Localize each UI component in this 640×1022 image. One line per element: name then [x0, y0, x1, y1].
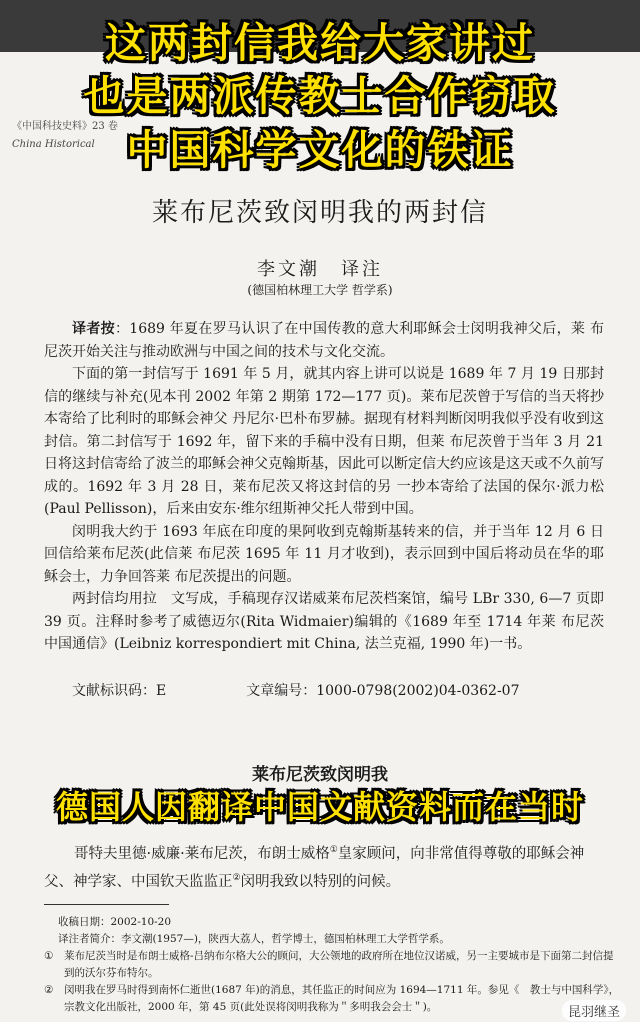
footnote-divider — [44, 904, 169, 905]
footnote-2-text: 闵明我在罗马时得到南怀仁逝世(1687 年)的消息，其任监正的时间应为 1694—1711 年。参见《 教士与中国科学》，宗教文化出版社，2000 年，第 45 页(此处误将闵明我称为＂多明我会会士＂)。 — [64, 984, 620, 1013]
article-number: 文章编号：1000-0798(2002)04-0362-07 — [246, 683, 520, 699]
article-author: 李文潮 译注 — [257, 259, 383, 280]
caption-overlay-line-2: 也是两派传教士合作窃取 — [83, 72, 557, 120]
article-title: 莱布尼茨致闵明我的两封信 — [151, 198, 488, 228]
footnote-ref-2: ② — [232, 872, 241, 883]
letter-title: 莱布尼茨致闵明我 — [252, 765, 388, 785]
letter-paragraph — [44, 838, 604, 894]
note-paragraph-2: 下面的第一封信写于 1691 年 5 月，就其内容上讲可以说是 1689 年 7 月 19 日那封信的继续与补充(见本刊 2002 年第 2 期第 172—177 页)。莱布尼茨曾于写信的当天将抄本寄给了比利时的耶稣会神父 丹尼尔·巴朴布罗赫。据现有材料判断闵明我似乎没有收到这封信。第二封信写于 1692 年，留下来的手稿中没有日期，但莱 布尼茨曾于当年 3 月 21 日将这封信寄给了波兰的耶稣会神父克翰斯基，因此可以断定信大约应该是这天或不久前写成的。1692 年 3 月 28 日，莱布尼茨又将这封信的另 一抄本寄给了法国的保尔·派力松(Paul Pellisson)，后来由安东·维尔纽斯神父托人带到中国。 — [44, 366, 604, 517]
footnote-1-text: 莱布尼茨当时是布朗士威格-吕纳布尔格大公的顾问，大公领地的政府所在地位汉诺威，另一主要城市是下面第二封信提到的沃尔芬布特尔。 — [64, 950, 614, 979]
translator-bio: 译注者简介：李文潮(1957—)，陕西大荔人，哲学博士，德国柏林理工大学哲学系。 — [58, 933, 450, 945]
letter-text-b: 皇家顾问，向非常值得尊敬的耶稣会神父、神学家、中国钦天监监正 — [44, 845, 585, 890]
document-code: 文献标识码：E — [72, 683, 167, 699]
caption-overlay-line-1: 这两封信我给大家讲过 — [105, 19, 535, 67]
letter-body — [44, 838, 604, 894]
footnote-ref-1: ① — [329, 845, 338, 855]
translator-note — [44, 318, 604, 656]
note-paragraph-4: 两封信均用拉 文写成，手稿现存汉诺威莱布尼茨档案馆，编号 LBr 330, 6—7 页即 39 页。注释时参考了威德迈尔(Rita Widmaier)编辑的《1689 年至 1714 年莱 布尼茨 中国通信》(Leibniz korrespondiert mit China, 法兰克福, 1990 年)一书。 — [44, 591, 604, 652]
note-paragraph-3: 闵明我大约于 1693 年底在印度的果阿收到克翰斯基转来的信，并于当年 12 月 6 日回信给莱布尼茨(此信莱 布尼茨 1695 年 11 月才收到)，表示回到中国后将动员在华的耶稣会士，力争回答莱 布尼茨提出的问题。 — [44, 523, 604, 585]
footnotes — [44, 914, 624, 1016]
article-meta — [72, 680, 520, 700]
account-watermark: 昆羽继圣 — [562, 1000, 626, 1021]
author-affiliation: (德国柏林理工大学 哲学系) — [247, 283, 393, 297]
footnote-2: ② 闵明我在罗马时得到南怀仁逝世(1687 年)的消息，其任监正的时间应为 1694—1711 年。参见《 教士与中国科学》，宗教文化出版社，2000 年，第 45 页(此处误将闵明我称为＂多明我会会士＂)。 — [44, 984, 620, 1013]
note-text-1: ：1689 年夏在罗马认识了在中国传教的意大利耶稣会士闵明我神父后，莱 布尼茨开始关注与推动欧洲与中国之间的技术与文化交流。 — [44, 321, 604, 360]
received-date: 收稿日期：2002-10-20 — [58, 916, 172, 928]
note-label: 译者按 — [72, 321, 115, 337]
letter-text-c: 闵明我致以特别的问候。 — [240, 873, 401, 890]
journal-name-en: China Historical — [12, 139, 95, 150]
caption-overlay-line-4: 德国人因翻译中国文献资料而在当时 — [55, 788, 584, 826]
letter-text-a: 哥特夫里德·威廉·莱布尼茨，布朗士威格 — [74, 845, 330, 862]
journal-name-cn: 《中国科技史料》23 卷 — [12, 121, 118, 132]
caption-overlay-line-3: 中国科学文化的铁证 — [126, 126, 514, 174]
note-paragraph-1 — [44, 318, 604, 363]
footnote-1: ① 莱布尼茨当时是布朗士威格-吕纳布尔格大公的顾问，大公领地的政府所在地位汉诺威，另一主要城市是下面第二封信提到的沃尔芬布特尔。 — [44, 950, 614, 979]
